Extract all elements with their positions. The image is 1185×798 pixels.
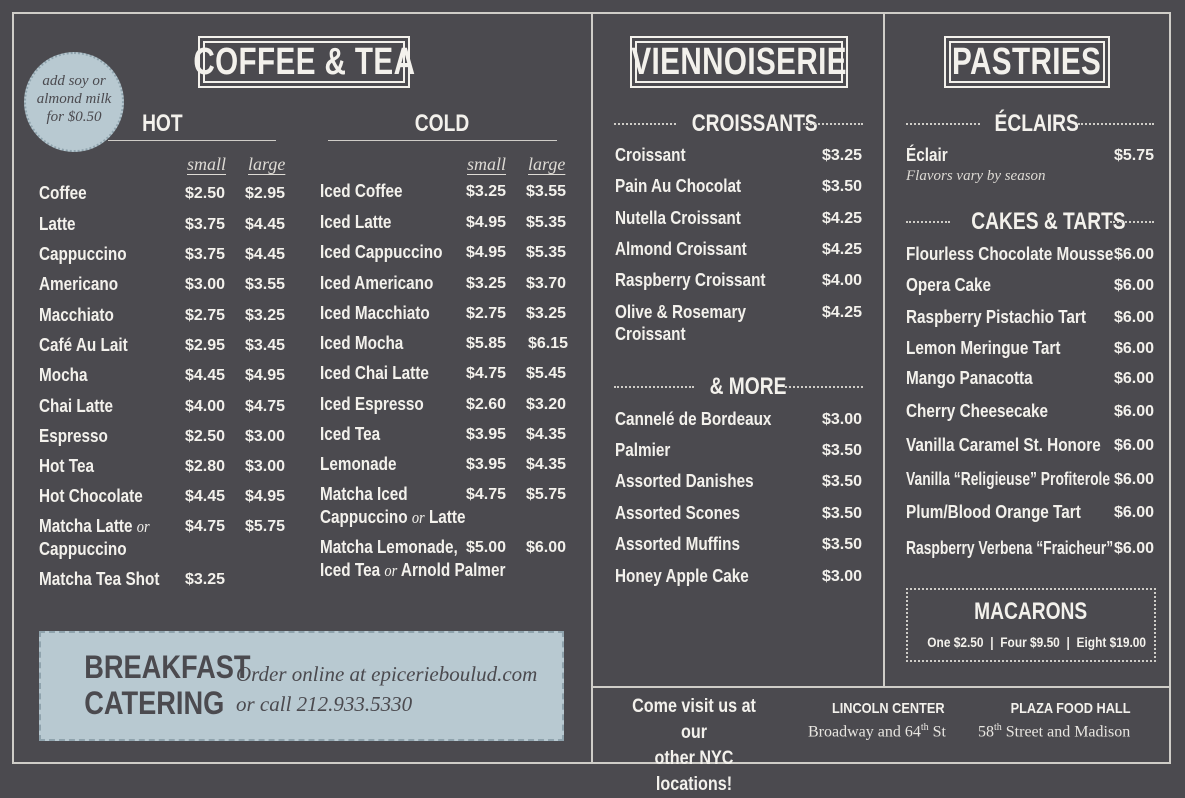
dotted-rule [785,386,863,388]
price: $3.25 [822,147,863,164]
divider-right [883,14,885,686]
price-large: $4.45 [245,246,286,263]
price-small: $4.95 [466,214,507,231]
price: $6.00 [1114,437,1155,454]
menu-item: Raspberry Croissant [615,270,766,290]
eclair-note: Flavors vary by season [906,168,1046,184]
location-plaza-title: PLAZA FOOD HALL [1010,700,1131,717]
breakfast-catering-heading: BREAKFAST CATERING [84,649,251,721]
visit-message: Come visit us at our other NYC locations! [632,696,756,795]
menu-item: Matcha Lemonade, [320,537,458,557]
menu-item: Hot Tea [39,456,94,476]
menu-item-line2: Cappuccino or Latte [320,507,466,527]
menu-item: Iced Chai Latte [320,363,429,383]
hot-small-label: small [187,154,227,174]
price: $6.00 [1114,540,1155,557]
menu-item: Almond Croissant [615,239,747,259]
menu-item: Croissant [615,145,686,165]
menu-item: Coffee [39,183,87,203]
price: $4.00 [822,272,863,289]
menu-item: Raspberry Verbena “Fraicheur” [906,538,1114,558]
location-lincoln-title: LINCOLN CENTER [831,700,945,717]
price-small: $3.75 [185,216,226,233]
cold-small-label: small [467,154,507,174]
price-small: $3.95 [466,426,507,443]
price: $6.00 [1114,340,1155,357]
price-large: $5.75 [526,486,567,503]
menu-item: Macchiato [39,305,114,325]
price-small: $3.25 [466,275,507,292]
menu-item: Éclair [906,145,948,165]
price-small: $4.75 [466,365,507,382]
eclairs-heading: ÉCLAIRS [994,110,1079,137]
price: $6.00 [1114,246,1155,263]
menu-item: Opera Cake [906,275,992,295]
menu-item: Iced Latte [320,212,392,232]
price-small: $2.75 [466,305,507,322]
menu-item: Iced Cappuccino [320,242,443,262]
menu-item: Pain Au Chocolat [615,176,742,196]
menu-item: Honey Apple Cake [615,566,749,586]
price: $3.50 [822,473,863,490]
menu-item: Iced Coffee [320,181,403,201]
price-small: $3.25 [185,571,226,588]
dotted-rule [1110,221,1154,223]
catering-order-info: Order online at epicerieboulud.com or call 212.933.5330 [236,662,538,716]
price-small: $4.95 [466,244,507,261]
menu-item: Lemon Meringue Tart [906,338,1061,358]
price-small: $3.75 [185,246,226,263]
price-large: $6.00 [526,539,567,556]
dotted-rule [803,123,863,125]
price: $6.00 [1114,403,1155,420]
menu-item: Iced Tea [320,424,381,444]
price: $3.50 [822,442,863,459]
menu-item: Flourless Chocolate Mousse [906,244,1114,264]
price: $6.00 [1114,277,1155,294]
price-small: $5.00 [466,539,507,556]
menu-item: Iced Mocha [320,333,404,353]
dotted-rule [614,386,694,388]
price-small: $3.25 [466,183,507,200]
price-small: $4.75 [185,518,226,535]
menu-item: Matcha Tea Shot [39,569,160,589]
menu-item: Plum/Blood Orange Tart [906,502,1081,522]
breakfast-catering-card [39,631,564,741]
cold-heading: COLD [414,110,470,137]
cold-underline [328,140,557,141]
more-heading: & MORE [709,373,787,400]
menu-item: Mango Panacotta [906,368,1033,388]
price-large: $3.70 [526,275,567,292]
price-small: $4.45 [185,367,226,384]
price-small: $3.95 [466,456,507,473]
menu-item: Americano [39,274,119,294]
menu-item: Mocha [39,365,88,385]
menu-item: Cherry Cheesecake [906,401,1049,421]
hot-large-label: large [248,154,286,174]
menu-item: Olive & Rosemary [615,302,746,322]
cold-large-label: large [528,154,566,174]
price: $4.25 [822,241,863,258]
divider-left [591,14,593,764]
price-small: $5.85 [466,335,507,352]
price-small: $3.00 [185,276,226,293]
hot-underline [108,140,276,141]
price-large: $3.45 [245,337,286,354]
price: $5.75 [1114,147,1155,164]
price-large: $5.75 [245,518,286,535]
price-large: $3.25 [526,305,567,322]
price-large: $3.55 [526,183,567,200]
price-large: $4.95 [245,488,286,505]
menu-item: Lemonade [320,454,397,474]
price: $6.00 [1114,370,1155,387]
soy-milk-badge: add soy or almond milk for $0.50 [24,52,124,152]
menu-item: Palmier [615,440,671,460]
price-large: $3.00 [245,458,286,475]
price-large: $4.45 [245,216,286,233]
menu-item-line2: Croissant [615,324,686,344]
menu-item: Vanilla Caramel St. Honore [906,435,1101,455]
dotted-rule [906,123,980,125]
menu-item: Vanilla “Religieuse” Profiterole [906,469,1111,489]
price: $3.00 [822,568,863,585]
price-large: $2.95 [245,185,286,202]
menu-item-line2: Cappuccino [39,539,127,559]
price-large: $5.35 [526,214,567,231]
price-small: $2.95 [185,337,226,354]
menu-item: Assorted Muffins [615,534,740,554]
macarons-heading: MACARONS [974,598,1088,625]
price: $6.00 [1114,471,1155,488]
divider-bottom [591,686,1171,688]
price-small: $4.45 [185,488,226,505]
menu-item: Matcha Iced [320,484,408,504]
macarons-box [906,588,1156,662]
dotted-rule [1078,123,1154,125]
price-small: $2.75 [185,307,226,324]
price-large: $3.55 [245,276,286,293]
coffee-tea-title: COFFEE & TEA [198,36,410,88]
menu-item-line2: Iced Tea or Arnold Palmer [320,560,506,580]
menu-item: Latte [39,214,76,234]
price: $3.50 [822,505,863,522]
price: $4.25 [822,304,863,321]
menu-item: Cappuccino [39,244,127,264]
macarons-prices: One $2.50 | Four $9.50 | Eight $19.00 [927,634,1146,650]
price-large: $3.25 [245,307,286,324]
price-small: $4.75 [466,486,507,503]
price-small: $2.60 [466,396,507,413]
menu-item: Espresso [39,426,108,446]
menu-item: Chai Latte [39,396,113,416]
price: $3.50 [822,178,863,195]
menu-item: Hot Chocolate [39,486,143,506]
price: $3.00 [822,411,863,428]
price-small: $2.50 [185,185,226,202]
menu-item: Iced Americano [320,273,434,293]
price-large: $6.15 [528,335,569,352]
location-lincoln-address: Broadway and 64th St [808,722,946,741]
menu-item: Nutella Croissant [615,208,741,228]
price-large: $5.35 [526,244,567,261]
price: $6.00 [1114,504,1155,521]
price-small: $4.00 [185,398,226,415]
menu-item: Cannelé de Bordeaux [615,409,772,429]
dotted-rule [906,221,950,223]
price-large: $3.00 [245,428,286,445]
price-large: $4.95 [245,367,286,384]
menu-item: Iced Espresso [320,394,424,414]
price: $6.00 [1114,309,1155,326]
menu-item: Iced Macchiato [320,303,430,323]
price-large: $5.45 [526,365,567,382]
price-small: $2.50 [185,428,226,445]
menu-item: Assorted Danishes [615,471,754,491]
viennoiserie-title: VIENNOISERIE [630,36,848,88]
menu-item: Assorted Scones [615,503,741,523]
dotted-rule [614,123,676,125]
location-plaza-address: 58th Street and Madison [978,722,1131,741]
price-large: $4.75 [245,398,286,415]
croissants-heading: CROISSANTS [691,110,818,137]
hot-heading: HOT [141,110,183,137]
cakes-tarts-heading: CAKES & TARTS [971,208,1126,235]
price-large: $4.35 [526,426,567,443]
price-small: $2.80 [185,458,226,475]
menu-item: Raspberry Pistachio Tart [906,307,1086,327]
price-large: $3.20 [526,396,567,413]
price: $4.25 [822,210,863,227]
pastries-title: PASTRIES [944,36,1110,88]
menu-item: Matcha Latte or [39,516,150,536]
price: $3.50 [822,536,863,553]
menu-item: Café Au Lait [39,335,128,355]
price-large: $4.35 [526,456,567,473]
